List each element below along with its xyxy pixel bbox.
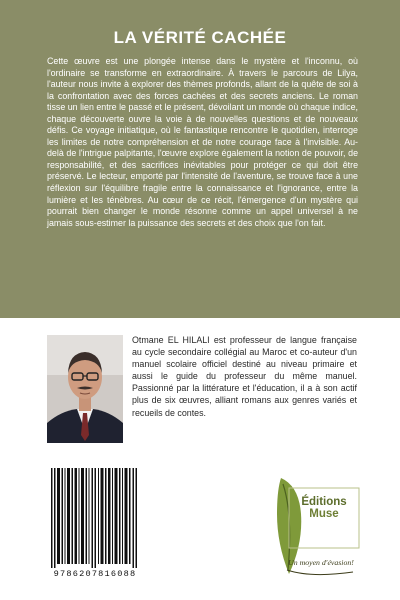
synopsis-text: Cette œuvre est une plongée intense dans le mystère et l'inconnu, où l'ordinaire se transforme en extraordinaire. À travers le parcours de Lilya, l'auteur nous invite à explorer des thèmes profonds, allant de la quête de soi à la confrontation avec des forces cachées et des secrets anciens. Le roman tisse un lien entre le passé et le présent, dévoilant un monde où chaque indice, chaque découverte ouvre la voie à de nouvelles questions et de nouveaux défis. Ce voyage initiatique, où le fantastique rencontre le quotidien, interroge les limites de notre compréhension et de notre courage face à l'invisible. Au-delà de l'intrigue palpitante, l'œuvre explore également la notion de pouvoir, de responsabilité, et des sacrifices inévitables pour protéger ce qui doit être préservé. Le lecteur, emporté par l'intensité de l'aventure, se trouve face à une réflexion sur l'équilibre fragile entre la connaissance et l'ignorance, entre la lumière et les ténèbres. Au cœur de ce récit, l'émergence d'un mystère qui pourrait bien changer le monde résonne comme un appel universel à ne jamais sous-estimer la puissance des secrets et des choix que l'on fait. xyxy=(47,56,358,228)
publisher-tagline: Un moyen d'évasion! xyxy=(288,558,354,567)
publisher-name-line1: Éditions xyxy=(301,496,347,508)
book-title: LA VÉRITÉ CACHÉE xyxy=(113,28,287,47)
publisher-name xyxy=(289,496,359,520)
isbn-number: 9786207816088 xyxy=(53,569,137,579)
isbn-barcode xyxy=(47,466,143,580)
author-bio: Otmane EL HILALI est professeur de langue française au cycle secondaire collégial au Maroc et co-auteur d'un manuel scolaire officiel destiné au niveau primaire et aussi le guide du professeur du même manuel. Passionné par la littérature et l'éducation, il a à son actif plus de six œuvres, alliant romans aux genres variés et recueils de contes. xyxy=(132,335,357,418)
author-portrait-image xyxy=(47,335,123,443)
author-photo xyxy=(47,335,123,443)
publisher-logo xyxy=(271,474,363,582)
publisher-name-line2: Muse xyxy=(309,508,339,520)
barcode-bars xyxy=(47,466,143,570)
